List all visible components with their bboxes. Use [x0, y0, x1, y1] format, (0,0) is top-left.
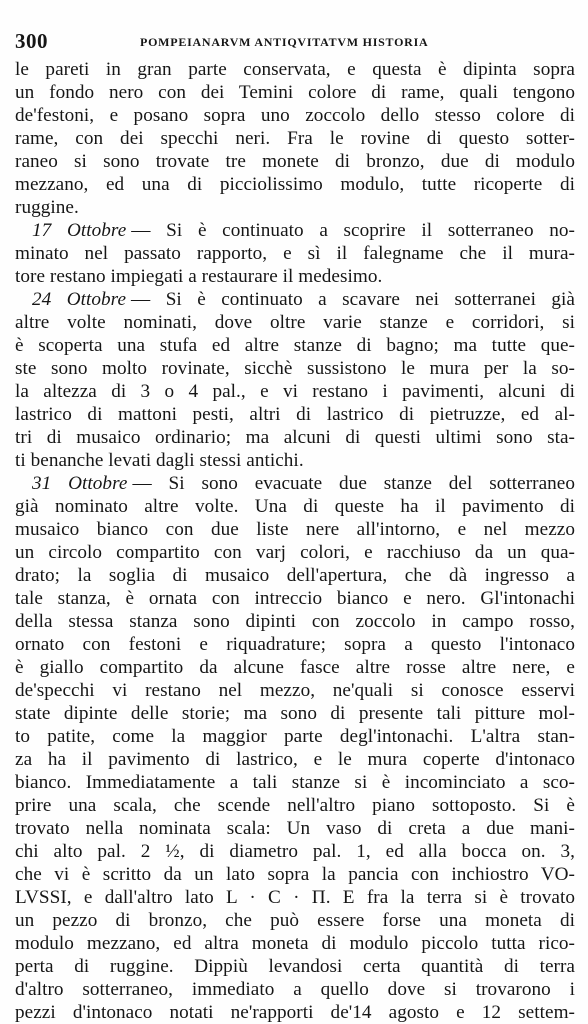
text-line — [15, 978, 575, 1001]
line-text: rame, con dei specchi neri. Fra le rovine di questo sotter- — [15, 128, 575, 149]
text-line — [15, 127, 575, 150]
dated-entry-line — [15, 288, 575, 311]
line-text: raneo si sono trovate tre monete di bronzo, due di modulo — [15, 151, 575, 172]
line-text: un pezzo di bronzo, che può essere forse una moneta di — [15, 910, 575, 931]
line-text: minato nel passato rapporto, e sì il falegname che il mura- — [15, 243, 575, 264]
line-text: — Si è continuato a scavare nei sotterranei già — [131, 289, 575, 310]
text-line — [15, 1001, 575, 1024]
line-text: musaico bianco con due liste nere all'intorno, e nel mezzo — [15, 519, 575, 540]
body-text — [15, 58, 575, 1024]
text-line — [15, 196, 575, 219]
line-text: tri di musaico ordinario; ma alcuni di questi ultimi sono sta- — [15, 427, 575, 448]
entry-date: 31 Ottobre — [32, 473, 128, 494]
text-line — [15, 311, 575, 334]
entry-date: 24 Ottobre — [32, 289, 127, 310]
entry-date: 17 Ottobre — [32, 220, 127, 241]
line-text: drato; la soglia di musaico dell'apertura, che dà ingresso a — [15, 565, 575, 586]
text-line — [15, 104, 575, 127]
line-text: de'festoni, e posano sopra uno zoccolo dello stesso colore di — [15, 105, 575, 126]
text-line — [15, 265, 575, 288]
text-line — [15, 863, 575, 886]
line-text: tore restano impiegati a restaurare il medesimo. — [15, 266, 383, 287]
text-line — [15, 932, 575, 955]
text-line — [15, 518, 575, 541]
text-line — [15, 403, 575, 426]
text-line — [15, 357, 575, 380]
page-header — [15, 28, 575, 56]
text-line — [15, 725, 575, 748]
text-line — [15, 449, 575, 472]
dated-entry-line — [15, 472, 575, 495]
line-text: bianco. Immediatamente a tali stanze si è incominciato a sco- — [15, 772, 575, 793]
line-text: LVSSI, e dall'altro lato L · C · Π. E fra la terra si è trovato — [15, 887, 575, 908]
line-text: prire una scala, che scende nell'altro piano sottoposto. Si è — [15, 795, 575, 816]
line-text: trovato nella nominata scala: Un vaso di creta a due mani- — [15, 818, 575, 839]
line-text: — Si sono evacuate due stanze del sotterraneo — [132, 473, 575, 494]
line-text: pezzi d'intonaco notati ne'rapporti de'14 agosto e 12 settem- — [15, 1002, 575, 1023]
text-line — [15, 748, 575, 771]
line-text: za ha il pavimento di lastrico, e le mura coperte d'intonaco — [15, 749, 575, 770]
text-line — [15, 564, 575, 587]
line-text: lastrico di mattoni pesti, altri di lastrico di pietruzze, ed al- — [15, 404, 575, 425]
line-text: un fondo nero con dei Temini colore di rame, quali tengono — [15, 82, 575, 103]
line-text: altre volte nominati, dove oltre varie stanze e corridori, si — [15, 312, 575, 333]
text-line — [15, 955, 575, 978]
text-line — [15, 679, 575, 702]
line-text: — Si è continuato a scoprire il sotterraneo no- — [131, 220, 575, 241]
text-line — [15, 587, 575, 610]
line-text: è giallo compartito da alcune fasce altre rosse altre nere, e — [15, 657, 575, 678]
text-line — [15, 173, 575, 196]
text-line — [15, 909, 575, 932]
text-line — [15, 656, 575, 679]
line-text: tale stanza, è ornata con intreccio bianco e nero. Gl'intonachi — [15, 588, 575, 609]
text-line — [15, 334, 575, 357]
line-text: modulo mezzano, ed altra moneta di modulo piccolo tutta rico- — [15, 933, 575, 954]
line-text: la altezza di 3 o 4 pal., e vi restano i pavimenti, alcuni di — [15, 381, 575, 402]
text-line — [15, 426, 575, 449]
text-line — [15, 794, 575, 817]
text-line — [15, 886, 575, 909]
page-number: 300 — [15, 29, 48, 53]
text-line — [15, 840, 575, 863]
line-text: già nominato altre volte. Una di queste ha il pavimento di — [15, 496, 575, 517]
text-line — [15, 771, 575, 794]
line-text: to patite, come la maggior parte degl'intonachi. L'altra stan- — [15, 726, 575, 747]
line-text: che vi è scritto da un lato sopra la pancia con inchiostro VO- — [15, 864, 575, 885]
line-text: d'altro sotterraneo, immediato a quello dove si trovarono i — [15, 979, 575, 1000]
line-text: è scoperta una stufa ed altre stanze di bagno; ma tutte que- — [15, 335, 575, 356]
line-text: ruggine. — [15, 197, 79, 218]
line-text: perta di ruggine. Dippiù levandosi certa quantità di terra — [15, 956, 575, 977]
running-title: POMPEIANARVM ANTIQVITATVM HISTORIA — [140, 35, 429, 49]
text-line — [15, 495, 575, 518]
text-line — [15, 702, 575, 725]
line-text: un circolo compartito con varj colori, e racchiuso da un qua- — [15, 542, 575, 563]
line-text: le pareti in gran parte conservata, e questa è dipinta sopra — [15, 59, 575, 80]
text-line — [15, 633, 575, 656]
text-line — [15, 610, 575, 633]
text-line — [15, 81, 575, 104]
text-line — [15, 58, 575, 81]
text-line — [15, 380, 575, 403]
dated-entry-line — [15, 219, 575, 242]
line-text: ste sono molto rovinate, sicchè sussistono le mura per la so- — [15, 358, 575, 379]
line-text: chi alto pal. 2 ½, di diametro pal. 1, ed alla bocca on. 3, — [15, 841, 575, 862]
line-text: della stessa stanza sono dipinti con zoccolo in campo rosso, — [15, 611, 575, 632]
line-text: ornato con festoni e riquadrature; sopra a questo l'intonaco — [15, 634, 575, 655]
text-line — [15, 150, 575, 173]
line-text: de'specchi vi restano nel mezzo, ne'quali si conosce esservi — [15, 680, 575, 701]
text-line — [15, 242, 575, 265]
text-line — [15, 817, 575, 840]
text-line — [15, 541, 575, 564]
line-text: ti benanche levati dagli stessi antichi. — [15, 450, 304, 471]
line-text: state dipinte delle storie; ma sono di presente tali pitture mol- — [15, 703, 575, 724]
line-text: mezzano, ed una di picciolissimo modulo, tutte ricoperte di — [15, 174, 575, 195]
